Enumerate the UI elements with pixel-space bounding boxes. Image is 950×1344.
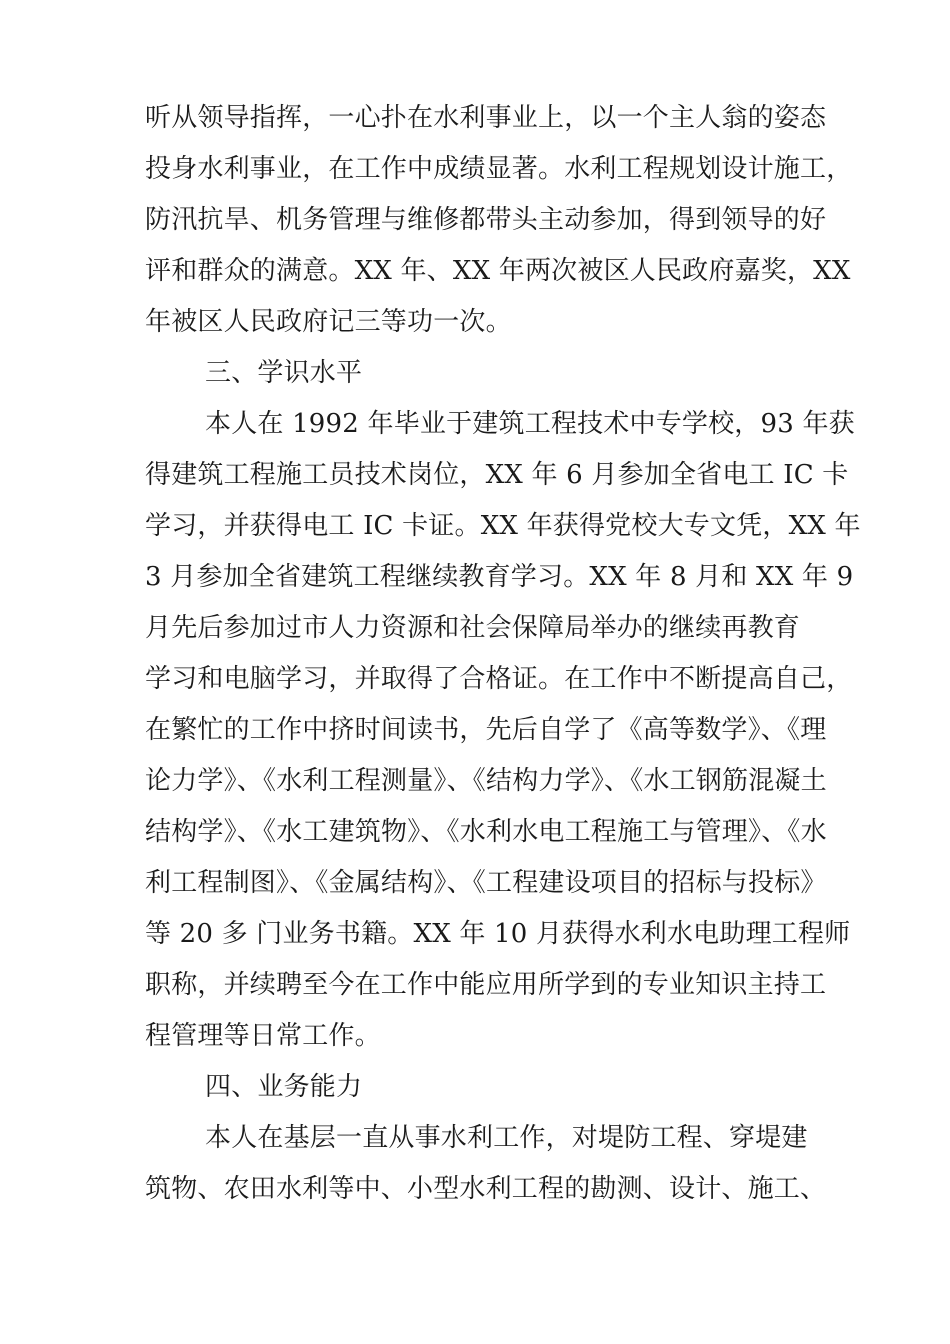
paragraph-line: 利工程制图》、《金属结构》、《工程建设项目的招标与投标》 [145,868,827,898]
paragraph-line: 本人在 1992 年毕业于建筑工程技术中专学校，93 年获 [205,409,855,439]
paragraph-line: 本人在基层一直从事水利工作，对堤防工程、穿堤建 [205,1123,808,1153]
paragraph-line: 学习和电脑学习，并取得了合格证。在工作中不断提高自己， [145,664,853,694]
paragraph-line: 结构学》、《水工建筑物》、《水利水电工程施工与管理》、《水 [145,817,827,847]
paragraph-line: 论力学》、《水利工程测量》、《结构力学》、《水工钢筋混凝土 [145,766,827,796]
section-heading-ability: 四、业务能力 [205,1072,363,1102]
paragraph-line: 得建筑工程施工员技术岗位，XX 年 6 月参加全省电工 IC 卡 [145,460,849,490]
paragraph-line: 月先后参加过市人力资源和社会保障局举办的继续再教育 [145,613,801,643]
paragraph-line: 在繁忙的工作中挤时间读书，先后自学了《高等数学》、《理 [145,715,827,745]
section-heading-knowledge: 三、学识水平 [205,358,363,388]
paragraph-line: 3 月参加全省建筑工程继续教育学习。XX 年 8 月和 XX 年 9 [145,562,854,592]
paragraph-line: 程管理等日常工作。 [145,1021,381,1051]
paragraph-line: 投身水利事业，在工作中成绩显著。水利工程规划设计施工， [145,154,853,184]
paragraph-line: 等 20 多 门业务书籍。XX 年 10 月获得水利水电助理工程师 [145,919,851,949]
paragraph-line: 评和群众的满意。XX 年、XX 年两次被区人民政府嘉奖，XX [145,256,851,286]
paragraph-line: 学习，并获得电工 IC 卡证。XX 年获得党校大专文凭，XX 年 [145,511,861,541]
paragraph-line: 筑物、农田水利等中、小型水利工程的勘测、设计、施工、 [145,1174,827,1204]
paragraph-line: 职称，并续聘至今在工作中能应用所学到的专业知识主持工 [145,970,827,1000]
paragraph-line: 年被区人民政府记三等功一次。 [145,307,512,337]
paragraph-line: 听从领导指挥，一心扑在水利事业上，以一个主人翁的姿态 [145,103,827,133]
paragraph-line: 防汛抗旱、机务管理与维修都带头主动参加，得到领导的好 [145,205,827,235]
